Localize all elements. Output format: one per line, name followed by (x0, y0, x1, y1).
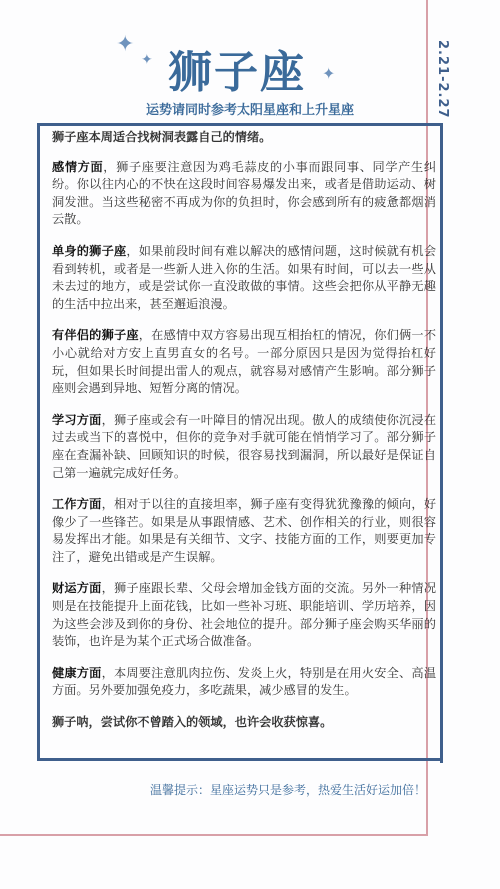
section-text: ，相对于以往的直接坦率，狮子座有变得犹犹豫豫的倾向，好像少了一些锋芒。如果是从事跟情感、艺术、创作相关的行业，则很容易发挥出才能。如果是有关细节、文字、技能方面的工作，则要更加专注了，避免出错或是产生误解。 (52, 497, 437, 564)
section-text: ，如果前段时间有难以解决的感情问题，这时候就有机会看到转机，或者是一些新人进入你的生活。如果有时间，可以去一些从未去过的地方，或是尝试你一直没敢做的事情。这些会把你从平静无趣的生活中拉出来，甚至邂逅浪漫。 (52, 243, 437, 311)
pink-horizontal-line (0, 834, 428, 836)
section-text: ，在感情中双方容易出现互相抬杠的情况，你们俩一不小心就给对方安上直男直女的名号。一部分原因只是因为觉得抬杠好玩，但如果长时间提出雷人的观点，就容易对感情产生影响。部分狮子座则会遇到异地、短暂分离的情况。 (52, 328, 437, 396)
sparkle-icon: ✦ (141, 52, 153, 68)
page-title: 狮子座 (168, 47, 306, 98)
closing-text: 狮子呐，尝试你不曾踏入的领域，也许会收获惊喜。 (52, 715, 333, 730)
section-love (52, 159, 436, 229)
section-heading: 单身的狮子座 (52, 243, 127, 258)
page-subtitle: 运势请同时参考太阳星座和上升星座 (145, 103, 354, 118)
section-partnered (52, 327, 436, 397)
section-health (52, 665, 436, 700)
frame-bottom-border (37, 758, 443, 761)
frame-left-border (37, 123, 40, 761)
section-text: ，本周要注意肌肉拉伤、发炎上火，特别是在用火安全、高温方面。另外要加强免疫力，多吃蔬果，减少感冒的发生。 (52, 665, 437, 698)
section-heading: 工作方面 (52, 497, 102, 512)
section-text: ，狮子座或会有一叶障目的情况出现。傲人的成绩使你沉浸在过去或当下的喜悦中，但你的竞争对手就可能在悄悄学习了。部分狮子座在查漏补缺、回顾知识的时候，很容易找到漏洞，所以最好是保证自己第一遍就完成好任务。 (52, 412, 437, 480)
date-range: 2.21-2.27 (435, 40, 450, 119)
section-heading: 学习方面 (52, 412, 102, 427)
section-heading: 有伴侣的狮子座 (52, 328, 139, 343)
section-wealth (52, 580, 436, 650)
section-work (52, 496, 436, 566)
intro-text: 狮子座本周适合找树洞表露自己的情绪。 (52, 130, 272, 144)
section-single (52, 243, 436, 313)
section-heading: 财运方面 (52, 581, 102, 596)
section-text: ，狮子座要注意因为鸡毛蒜皮的小事而跟同事、同学产生纠纷。你以往内心的不快在这段时间容易爆发出来，或者是借助运动、树洞发泄。当这些秘密不再成为你的负担时，你会感到所有的疲惫都烟消云散。 (52, 159, 437, 227)
sparkle-icon: ✦ (322, 64, 336, 83)
frame-top-border (37, 123, 441, 126)
section-heading: 健康方面 (52, 665, 102, 680)
footer-tip: 温馨提示：星座运势只是参考，热爱生活好运加倍！ (149, 783, 426, 797)
horoscope-content (52, 129, 436, 746)
section-text: ，狮子座跟长辈、父母会增加金钱方面的交流。另外一种情况则是在技能提升上面花钱，比如一些补习班、职能培训、学历培养，因为这些会涉及到你的身份、社会地位的提升。部分狮子座会购买华丽的装饰，也许是为某个正式场合做准备。 (52, 581, 437, 649)
frame-right-border (440, 123, 443, 763)
section-heading: 感情方面 (52, 159, 104, 174)
section-study (52, 412, 436, 482)
sparkle-icon: ✦ (116, 32, 135, 57)
